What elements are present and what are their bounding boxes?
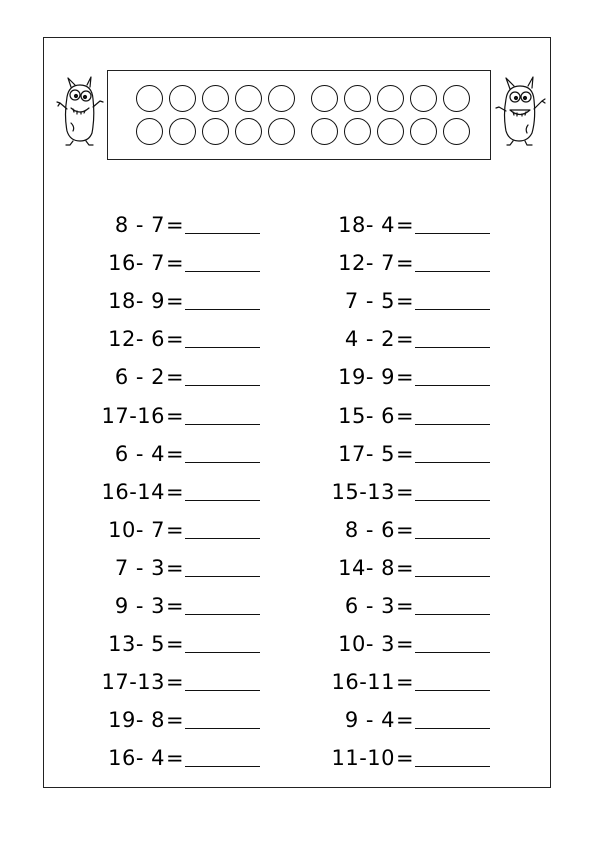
counting-dot — [443, 85, 470, 112]
answer-blank[interactable] — [185, 255, 260, 272]
equals-sign: = — [165, 594, 185, 618]
problem-expression: 12- 7 — [338, 251, 395, 276]
problem-expression: 14- 8 — [338, 555, 395, 580]
problem-row — [305, 670, 490, 694]
equals-sign: = — [165, 327, 185, 352]
counting-dot — [235, 118, 262, 145]
answer-blank[interactable] — [415, 293, 490, 310]
equals-sign: = — [395, 289, 415, 314]
problem-expression: 9 - 4 — [344, 708, 395, 733]
answer-blank[interactable] — [185, 408, 260, 425]
equals-sign: = — [165, 632, 185, 657]
monster-icon — [495, 75, 547, 147]
problem-row — [305, 518, 490, 542]
problem-row — [305, 442, 490, 466]
problem-row — [305, 746, 490, 770]
problem-row — [75, 746, 260, 770]
equals-sign: = — [395, 746, 415, 771]
equals-sign: = — [395, 327, 415, 352]
problem-expression: 10- 7 — [108, 517, 165, 542]
answer-blank[interactable] — [415, 598, 490, 615]
answer-blank[interactable] — [415, 446, 490, 463]
answer-blank[interactable] — [185, 522, 260, 539]
answer-blank[interactable] — [185, 484, 260, 501]
counting-dot — [202, 85, 229, 112]
problem-expression: 10- 3 — [338, 632, 395, 657]
counting-dot — [169, 85, 196, 112]
problem-row — [75, 556, 260, 580]
answer-blank[interactable] — [185, 293, 260, 310]
problem-row — [75, 365, 260, 389]
equals-sign: = — [165, 670, 185, 695]
counting-dot — [443, 118, 470, 145]
answer-blank[interactable] — [415, 522, 490, 539]
problem-expression: 18- 4 — [338, 213, 395, 237]
answer-blank[interactable] — [185, 636, 260, 653]
problem-row — [305, 251, 490, 275]
answer-blank[interactable] — [415, 369, 490, 386]
problem-row — [75, 404, 260, 428]
problem-row — [75, 480, 260, 504]
answer-blank[interactable] — [185, 331, 260, 348]
counting-dot — [377, 85, 404, 112]
problem-expression: 9 - 3 — [114, 594, 165, 618]
answer-blank[interactable] — [415, 255, 490, 272]
problem-expression: 15-13 — [331, 479, 395, 504]
monster-icon — [55, 75, 105, 147]
equals-sign: = — [165, 289, 185, 314]
equals-sign: = — [165, 746, 185, 771]
problem-row — [75, 518, 260, 542]
problem-row — [305, 404, 490, 428]
answer-blank[interactable] — [415, 484, 490, 501]
answer-blank[interactable] — [415, 636, 490, 653]
answer-blank[interactable] — [415, 217, 490, 234]
problem-expression: 12- 6 — [108, 327, 165, 352]
problem-row — [305, 708, 490, 732]
equals-sign: = — [395, 403, 415, 428]
equals-sign: = — [165, 441, 185, 466]
dot-row — [136, 85, 481, 113]
problem-row — [305, 289, 490, 313]
equals-sign: = — [165, 555, 185, 580]
problem-expression: 4 - 2 — [344, 327, 395, 352]
answer-blank[interactable] — [185, 712, 260, 729]
counting-dot — [136, 85, 163, 112]
answer-blank[interactable] — [415, 408, 490, 425]
problem-expression: 11-10 — [331, 746, 395, 771]
equals-sign: = — [395, 708, 415, 733]
equals-sign: = — [165, 213, 185, 237]
problem-row — [305, 632, 490, 656]
equals-sign: = — [395, 365, 415, 390]
problem-expression: 16- 4 — [108, 746, 165, 771]
counting-dot — [202, 118, 229, 145]
problem-row — [75, 251, 260, 275]
problem-expression: 17-16 — [101, 403, 165, 428]
equals-sign: = — [165, 403, 185, 428]
problem-row — [305, 213, 490, 237]
counting-dot — [410, 85, 437, 112]
answer-blank[interactable] — [185, 217, 260, 234]
problem-expression: 16-11 — [331, 670, 395, 695]
problem-expression: 7 - 5 — [344, 289, 395, 314]
counting-dot — [235, 85, 262, 112]
counting-dot — [311, 118, 338, 145]
problem-expression: 15- 6 — [338, 403, 395, 428]
equals-sign: = — [165, 365, 185, 390]
equals-sign: = — [395, 517, 415, 542]
equals-sign: = — [395, 632, 415, 657]
problem-row — [75, 442, 260, 466]
problem-expression: 17- 5 — [338, 441, 395, 466]
equals-sign: = — [165, 708, 185, 733]
answer-blank[interactable] — [185, 674, 260, 691]
problem-expression: 16- 7 — [108, 251, 165, 276]
problem-row — [305, 365, 490, 389]
problem-row — [305, 480, 490, 504]
answer-blank[interactable] — [415, 331, 490, 348]
answer-blank[interactable] — [185, 598, 260, 615]
answer-blank[interactable] — [185, 446, 260, 463]
dot-row — [136, 118, 481, 146]
counting-dots — [136, 85, 481, 149]
answer-blank[interactable] — [415, 560, 490, 577]
counting-dot — [268, 118, 295, 145]
problem-expression: 7 - 3 — [114, 555, 165, 580]
equals-sign: = — [165, 251, 185, 276]
problem-row — [75, 594, 260, 618]
equals-sign: = — [395, 594, 415, 618]
problem-row — [75, 213, 260, 237]
equals-sign: = — [165, 517, 185, 542]
counting-dot — [268, 85, 295, 112]
problem-expression: 16-14 — [101, 479, 165, 504]
equals-sign: = — [395, 670, 415, 695]
counting-dot — [410, 118, 437, 145]
counting-dot — [136, 118, 163, 145]
problem-expression: 17-13 — [101, 670, 165, 695]
equals-sign: = — [395, 213, 415, 237]
problem-row — [75, 670, 260, 694]
problem-row — [75, 327, 260, 351]
equals-sign: = — [395, 251, 415, 276]
equals-sign: = — [395, 555, 415, 580]
answer-blank[interactable] — [185, 560, 260, 577]
problem-expression: 6 - 3 — [344, 594, 395, 618]
answer-blank[interactable] — [415, 674, 490, 691]
equals-sign: = — [395, 441, 415, 466]
answer-blank[interactable] — [185, 750, 260, 767]
problem-expression: 13- 5 — [108, 632, 165, 657]
problem-row — [75, 289, 260, 313]
problem-row — [305, 594, 490, 618]
counting-dot — [344, 118, 371, 145]
problem-expression: 6 - 4 — [114, 441, 165, 466]
problem-row — [305, 327, 490, 351]
problem-expression: 8 - 7 — [114, 213, 165, 237]
answer-blank[interactable] — [415, 712, 490, 729]
problem-expression: 19- 8 — [108, 708, 165, 733]
counting-dot — [311, 85, 338, 112]
problem-expression: 8 - 6 — [344, 517, 395, 542]
problem-expression: 19- 9 — [338, 365, 395, 390]
counting-dot — [377, 118, 404, 145]
answer-blank[interactable] — [415, 750, 490, 767]
problem-row — [305, 556, 490, 580]
counting-dot — [169, 118, 196, 145]
counting-dot — [344, 85, 371, 112]
answer-blank[interactable] — [185, 369, 260, 386]
equals-sign: = — [165, 479, 185, 504]
problem-expression: 18- 9 — [108, 289, 165, 314]
problem-expression: 6 - 2 — [114, 365, 165, 390]
equals-sign: = — [395, 479, 415, 504]
counting-dot-frame — [107, 70, 491, 160]
problem-row — [75, 708, 260, 732]
problem-row — [75, 632, 260, 656]
